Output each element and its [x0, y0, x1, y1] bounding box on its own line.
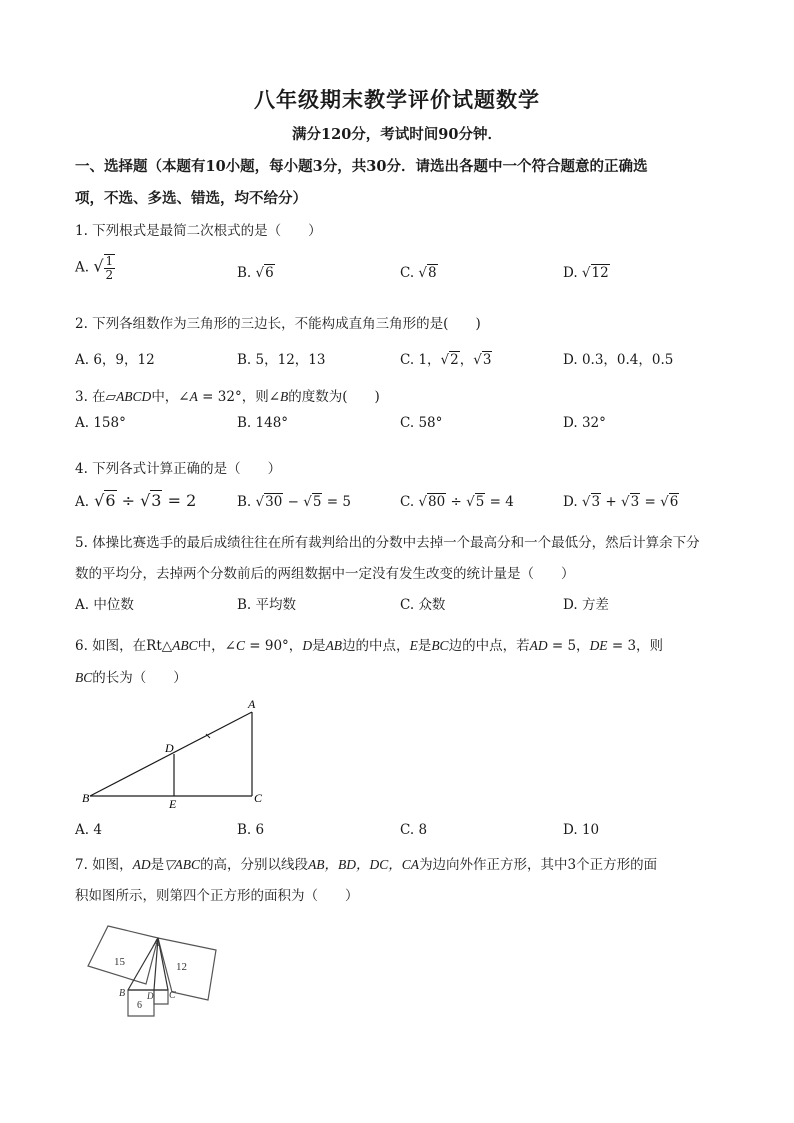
q7-text: 是 [150, 857, 165, 873]
label-a: A [153, 938, 160, 949]
q3-option-a[interactable] [75, 415, 126, 431]
page-subtitle: 满分120分，考试时间90分钟． [292, 126, 502, 143]
label-a: A [248, 697, 256, 711]
option-text: 32° [581, 415, 606, 431]
q6-text: = 3，则 [607, 638, 664, 654]
radicand: 8 [428, 265, 437, 281]
option-text: 158° [93, 415, 126, 431]
q2-option-a[interactable] [75, 348, 155, 368]
separator: ， [459, 352, 474, 368]
option-text: 6 [255, 822, 265, 838]
q6-var: DE [589, 638, 608, 653]
q3-text: 3. 在 [75, 389, 106, 405]
radicand: 80 [428, 494, 446, 510]
option-label: C. [400, 352, 415, 368]
option-text: 众数 [418, 597, 446, 613]
q7-stem-line1 [75, 853, 657, 873]
option-text: 平均数 [255, 597, 297, 613]
option-label: D. [563, 597, 578, 613]
option-label: B. [237, 494, 252, 510]
operator: − [283, 494, 304, 510]
square-4 [154, 990, 168, 1004]
radicand: 3 [482, 352, 492, 368]
q6-option-a[interactable] [75, 822, 102, 838]
q4-option-d[interactable]: D. √3 + √3 = √6 [563, 494, 679, 510]
square-12 [158, 938, 216, 1000]
q5-stem-line1: 5. 体操比赛选手的最后成绩往往在所有裁判给出的分数中去掉一个最高分和一个最低分，然后计算余下分 [75, 535, 700, 551]
operator: ÷ [446, 494, 467, 510]
radicand: 3 [151, 491, 162, 510]
q2-stem: 2. 下列各组数作为三角形的三边长，不能构成直角三角形的是( ) [75, 316, 481, 332]
q2-option-d[interactable] [563, 348, 673, 368]
q3-option-d[interactable] [563, 415, 606, 431]
q5-option-d[interactable] [563, 593, 609, 613]
q5-option-c[interactable] [400, 593, 445, 613]
radicand: 6 [265, 265, 274, 281]
q6-option-b[interactable] [237, 822, 264, 838]
result: = 5 [322, 494, 351, 510]
option-label: D. [563, 352, 578, 368]
option-label: C. [400, 822, 415, 838]
q3-var: B [280, 389, 289, 404]
option-label: B. [237, 265, 252, 281]
option-label: C. [400, 597, 415, 613]
q1-option-a[interactable] [75, 254, 115, 282]
q2-option-c[interactable]: C. 1，√2，√3 [400, 352, 492, 368]
radicand: 3 [630, 494, 640, 510]
q7-var: AB，BD，DC，CA [308, 857, 420, 872]
option-label: B. [237, 597, 252, 613]
q6-option-c[interactable] [400, 822, 427, 838]
q1-option-b[interactable]: B. √6 [237, 265, 274, 281]
radicand: 5 [475, 494, 485, 510]
q6-text: 边的中点， [342, 638, 410, 654]
q1-option-d[interactable]: D. √12 [563, 265, 609, 281]
q7-var: ▽ABC [164, 857, 201, 872]
option-label: A. [75, 822, 90, 838]
q6-text: 中，∠ [197, 638, 236, 654]
q3-option-b[interactable] [237, 415, 288, 431]
label-b: B [82, 791, 90, 805]
q4-option-a[interactable]: A. √6 ÷ √3 = 2 [75, 491, 197, 510]
option-label: A. [75, 415, 90, 431]
q6-var: C [235, 638, 245, 653]
q5-option-a[interactable] [75, 593, 134, 613]
fraction-numerator: 1 [105, 254, 114, 268]
option-label: A. [75, 597, 90, 613]
radicand: 12 [591, 265, 609, 281]
parallelogram-icon: ▱ [105, 389, 117, 405]
q3-text: 的度数为( ) [288, 389, 380, 405]
option-text: 5，12，13 [255, 352, 326, 368]
sqrt-icon: √ [93, 256, 104, 276]
q6-text: 6. 如图，在Rt△ [75, 638, 173, 654]
option-label: D. [563, 822, 578, 838]
result: = 2 [162, 491, 197, 510]
q6-text: = 90°， [244, 638, 303, 654]
area-label-6: 6 [137, 1000, 142, 1011]
option-text: 10 [581, 822, 600, 838]
page-title: 八年级期末教学评价试题数学 [254, 87, 540, 112]
q6-var: BC [431, 638, 449, 653]
q7-text: 7. 如图， [75, 857, 133, 873]
q6-triangle-figure [80, 696, 280, 808]
q7-stem-line2: 积如图所示，则第四个正方形的面积为（ ） [75, 888, 359, 904]
q6-text: = 5， [547, 638, 590, 654]
result: = 4 [485, 494, 514, 510]
section-heading-line1: 一、选择题（本题有10小题，每小题3分，共30分．请选出各题中一个符合题意的正确选 [75, 158, 648, 175]
q7-var: AD [132, 857, 151, 872]
option-text: 方差 [581, 597, 609, 613]
q6-var: AB [325, 638, 343, 653]
label-c: C [169, 990, 176, 1001]
option-text: 中位数 [93, 597, 134, 613]
area-label-15: 15 [114, 956, 125, 968]
radicand: 6 [669, 494, 679, 510]
fraction-denominator: 2 [105, 268, 114, 282]
option-label: A. [75, 352, 90, 368]
option-label: B. [237, 352, 252, 368]
q6-stem-line1 [75, 634, 663, 654]
option-label: B. [237, 415, 252, 431]
radicand: 3 [591, 494, 601, 510]
label-d: D [147, 991, 154, 1001]
q6-var: D [302, 638, 313, 653]
option-text: 148° [255, 415, 289, 431]
option-text: 8 [418, 822, 428, 838]
q1-stem: 1. 下列根式是最简二次根式的是（ ） [75, 223, 322, 239]
q6-text: 是 [417, 638, 432, 654]
option-label: C. [400, 265, 415, 281]
option-label: B. [237, 822, 252, 838]
q6-var: ABC [172, 638, 198, 653]
q7-squares-figure [80, 920, 225, 1020]
q5-option-b[interactable] [237, 593, 296, 613]
option-label: D. [563, 415, 578, 431]
label-d: D [165, 741, 174, 755]
q2-option-b[interactable] [237, 348, 325, 368]
option-label: C. [400, 415, 415, 431]
result: = [640, 494, 661, 510]
q3-text: = 32°，则∠ [197, 389, 281, 405]
q6-option-d[interactable] [563, 822, 599, 838]
option-text: 4 [93, 822, 102, 838]
q7-text: 为边向外作正方形，其中3个正方形的面 [419, 857, 658, 873]
option-text: 6，9，12 [93, 352, 155, 368]
q3-option-c[interactable] [400, 415, 442, 431]
q3-var: A [189, 389, 198, 404]
option-label: A. [75, 259, 90, 276]
q3-var: ABCD [116, 389, 152, 404]
operator: ÷ [116, 491, 141, 510]
option-text: 58° [418, 415, 443, 431]
section-heading-line2: 项，不选、多选、错选，均不给分） [75, 190, 307, 207]
radicand: 5 [312, 494, 322, 510]
option-label: A. [75, 494, 90, 510]
radicand: 6 [105, 491, 116, 510]
option-label: D. [563, 494, 578, 510]
q4-stem: 4. 下列各式计算正确的是（ ） [75, 461, 282, 477]
q6-stem-line2 [75, 666, 187, 686]
q5-stem-line2: 数的平均分，去掉两个分数前后的两组数据中一定没有发生改变的统计量是（ ） [75, 566, 575, 582]
label-e: E [169, 797, 177, 808]
radicand: 2 [450, 352, 459, 368]
option-text: 1， [418, 352, 441, 368]
radicand: 30 [265, 494, 283, 510]
option-label: C. [400, 494, 415, 510]
q7-text: 的高，分别以线段 [200, 857, 309, 873]
fraction [104, 254, 116, 282]
q6-var: E [409, 638, 418, 653]
q6-var: AD [529, 638, 548, 653]
option-text: 0.3，0.4，0.5 [581, 352, 674, 368]
q4-option-b[interactable]: B. √30 − √5 = 5 [237, 494, 351, 510]
option-label: D. [563, 265, 578, 281]
label-b: B [119, 988, 126, 999]
q6-text: 边的中点，若 [448, 638, 530, 654]
q6-var: BC [75, 670, 93, 685]
label-c: C [254, 791, 263, 805]
q6-text: 的长为（ ） [92, 670, 187, 686]
q4-option-c[interactable]: C. √80 ÷ √5 = 4 [400, 494, 514, 510]
segment-ac [158, 938, 168, 990]
q3-text: 中，∠ [151, 389, 190, 405]
q6-text: 是 [312, 638, 326, 654]
area-label-12: 12 [176, 961, 187, 973]
operator: + [601, 494, 622, 510]
q1-option-c[interactable]: C. √8 [400, 265, 437, 281]
q3-stem [75, 385, 380, 405]
